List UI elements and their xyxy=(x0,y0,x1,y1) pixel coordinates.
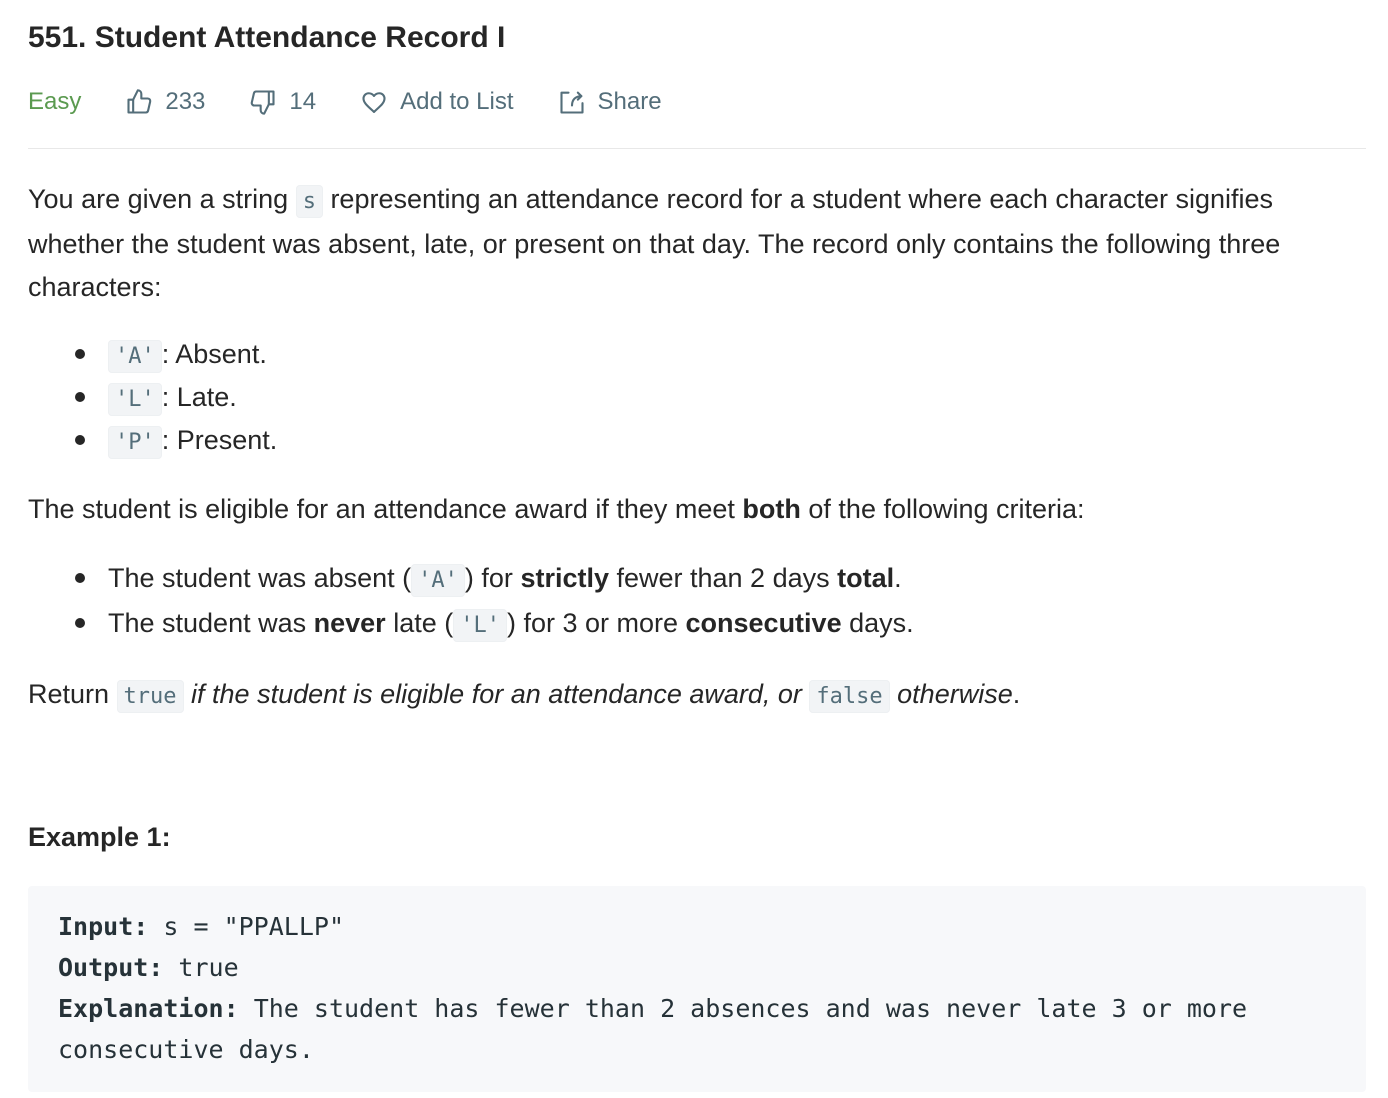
inline-code: 'L' xyxy=(453,609,507,642)
list-item-text: The student was xyxy=(108,608,314,638)
heart-icon xyxy=(360,88,388,116)
share-label: Share xyxy=(597,88,662,115)
inline-code: true xyxy=(117,680,184,713)
intro-text: You are given a string xyxy=(28,184,296,214)
list-item-text: : Present. xyxy=(161,425,278,455)
return-text: Return xyxy=(28,679,117,709)
thumbs-up-icon xyxy=(125,88,153,116)
inline-code: 'A' xyxy=(411,564,465,597)
bold-text: total xyxy=(837,563,895,593)
inline-code: false xyxy=(809,680,889,713)
bold-text: both xyxy=(742,494,801,524)
explanation-value: The student has fewer than 2 absences and was never late 3 or more consecutive days. xyxy=(58,994,1248,1064)
criteria-intro-text: The student is eligible for an attendance award if they meet xyxy=(28,494,743,524)
like-button[interactable] xyxy=(125,88,205,116)
character-list xyxy=(28,333,1366,462)
italic-text: otherwise xyxy=(889,679,1013,709)
difficulty-badge: Easy xyxy=(28,88,82,115)
list-item xyxy=(28,376,1366,419)
inline-code: 'A' xyxy=(108,340,162,373)
example-title: Example 1: xyxy=(28,822,171,852)
add-to-list-label: Add to List xyxy=(400,88,514,115)
input-value: s = "PPALLP" xyxy=(163,912,344,941)
example-explanation-row xyxy=(58,988,1336,1070)
problem-title: 551. Student Attendance Record I xyxy=(28,21,506,54)
input-label: Input: xyxy=(58,912,149,941)
list-item-text: ) for 3 or more xyxy=(506,608,686,638)
explanation-label: Explanation: xyxy=(58,994,239,1023)
list-item-text: late ( xyxy=(385,608,454,638)
output-label: Output: xyxy=(58,953,164,982)
example-code-block xyxy=(28,886,1366,1092)
list-item xyxy=(28,557,1366,602)
bold-text: consecutive xyxy=(685,608,842,638)
list-item xyxy=(28,602,1366,647)
thumbs-down-icon xyxy=(249,88,277,116)
criteria-list xyxy=(28,557,1366,647)
list-item-text: : Absent. xyxy=(161,339,267,369)
like-count: 233 xyxy=(165,88,206,115)
return-text: . xyxy=(1012,679,1021,709)
italic-text: if the student is eligible for an attendance award, or xyxy=(183,679,810,709)
description-intro xyxy=(28,178,1366,309)
bold-text: strictly xyxy=(520,563,609,593)
list-item-text: ) for xyxy=(464,563,521,593)
criteria-intro-text: of the following criteria: xyxy=(800,494,1085,524)
list-item-text: days. xyxy=(841,608,914,638)
problem-description xyxy=(28,178,1366,718)
inline-code: 'P' xyxy=(108,426,162,459)
add-to-list-button[interactable] xyxy=(360,88,513,116)
bold-text: never xyxy=(313,608,386,638)
example-input-row xyxy=(58,906,1336,947)
share-icon xyxy=(558,88,586,116)
header-divider xyxy=(28,148,1366,149)
list-item xyxy=(28,419,1366,462)
criteria-intro xyxy=(28,488,1366,531)
list-item-text: The student was absent ( xyxy=(108,563,412,593)
list-item-text: fewer than 2 days xyxy=(608,563,838,593)
inline-code: 'L' xyxy=(108,383,162,416)
share-button[interactable] xyxy=(558,88,662,116)
list-item-text: : Late. xyxy=(161,382,237,412)
inline-code: s xyxy=(296,185,323,218)
list-item-text: . xyxy=(894,563,902,593)
dislike-count: 14 xyxy=(289,88,317,115)
list-item xyxy=(28,333,1366,376)
intro-text: representing an attendance record for a student where each character signifies whether the student was absent, late, or present on that day. The record only contains the following three characters: xyxy=(28,184,1281,302)
dislike-button[interactable] xyxy=(249,88,316,116)
example-output-row xyxy=(58,947,1336,988)
return-statement xyxy=(28,673,1366,718)
problem-meta-bar xyxy=(28,80,662,124)
output-value: true xyxy=(178,953,239,982)
